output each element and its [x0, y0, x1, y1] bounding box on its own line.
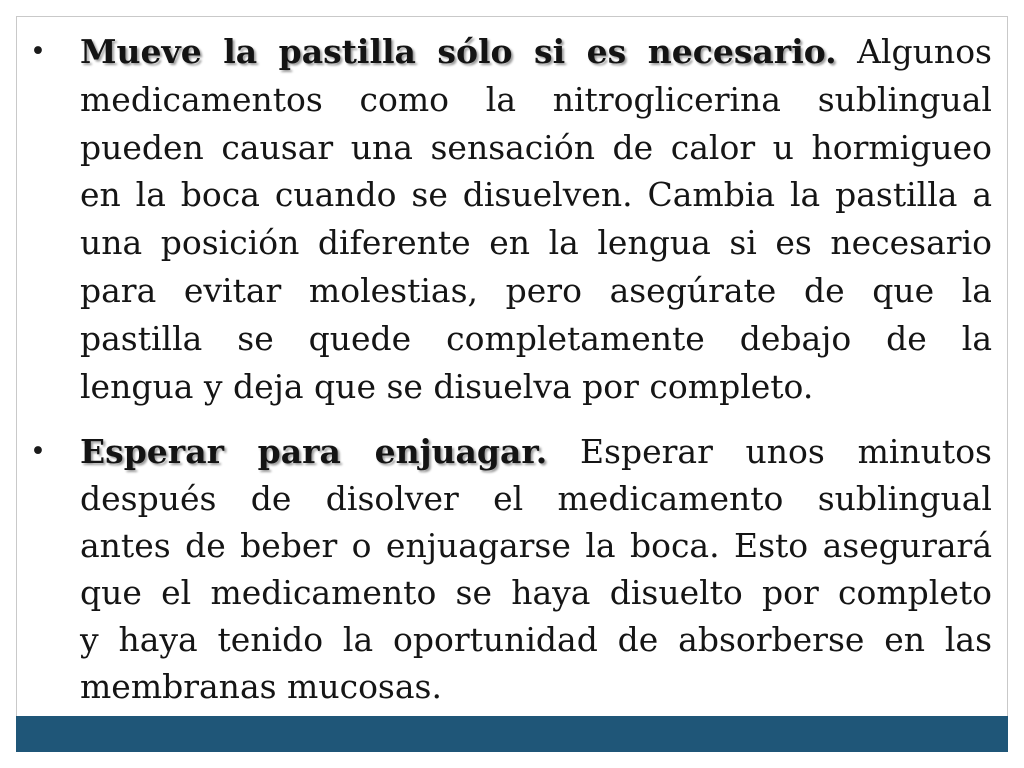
text-line: para evitar molestias, pero asegúrate de que la	[80, 270, 992, 310]
text-line: una posición diferente en la lengua si es necesario	[80, 223, 992, 263]
text-line: pastilla se quede completamente debajo de la	[80, 318, 992, 358]
bullet-title: Esperar para enjuagar.	[80, 432, 548, 471]
bullet-marker: •	[30, 436, 46, 467]
text-line: medicamentos como la nitroglicerina sublingual	[80, 79, 992, 119]
first-line-text: Esperar unos minutos	[579, 432, 992, 471]
text-line: que el medicamento se haya disuelto por completo	[80, 573, 992, 612]
text-line: pueden causar una sensación de calor u hormigueo	[80, 127, 992, 167]
text-line: antes de beber o enjuagarse la boca. Esto asegurará	[80, 526, 992, 565]
text-line: después de disolver el medicamento sublingual	[80, 479, 992, 518]
bullet-title: Mueve la pastilla sólo si es necesario.	[80, 32, 837, 71]
first-line-text: Algunos	[857, 32, 992, 71]
text-line: y haya tenido la oportunidad de absorberse en las	[80, 620, 992, 659]
bullet-marker: •	[30, 36, 46, 67]
text-line-first	[80, 428, 992, 475]
text-line-last: lengua y deja que se disuelva por completo.	[80, 366, 814, 406]
text-line-last: membranas mucosas.	[80, 667, 442, 706]
footer-bar	[16, 716, 1008, 752]
bullet-item-move-pill	[30, 28, 992, 410]
bullet-item-wait-to-rinse	[30, 428, 992, 710]
text-line: en la boca cuando se disuelven. Cambia la pastilla a	[80, 175, 992, 215]
text-line-first	[80, 28, 992, 76]
